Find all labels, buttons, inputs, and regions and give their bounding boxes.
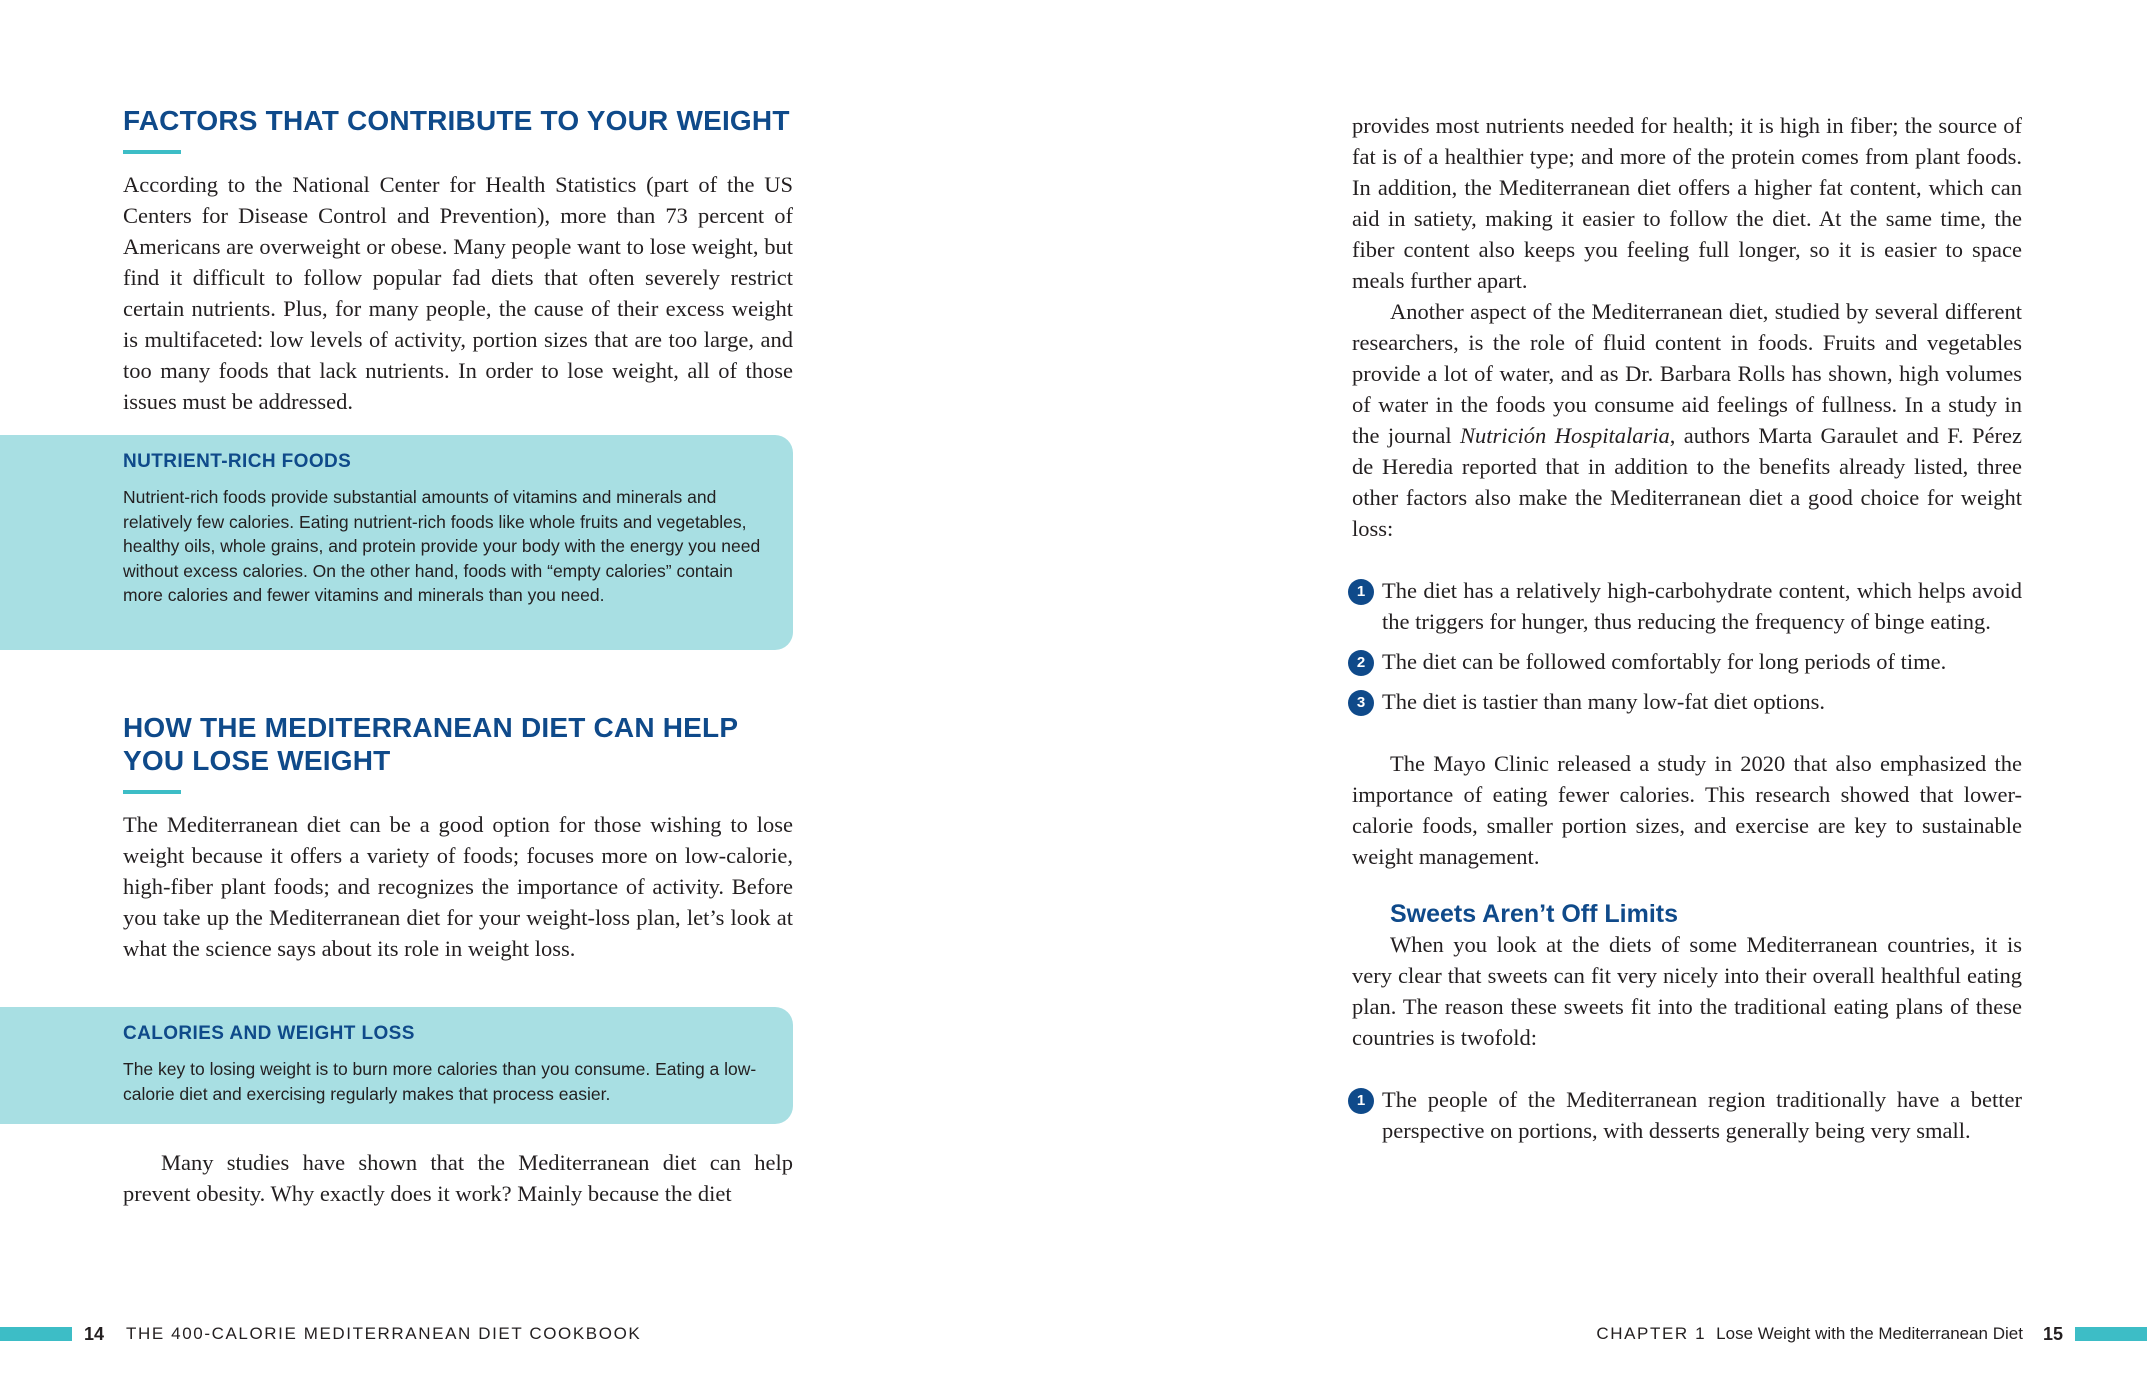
nutrients-paragraph: provides most nutrients needed for health; it is high in fiber; the source of fat is of a healthier type; and more of the protein comes from plant foods. In addition, the Mediterranean diet offers a higher fat content, which can aid in satiety, making it easier to follow the diet. At the same time, the fiber content also keeps you feeling full longer, so it is easier to space meals further apart.: [1352, 113, 2022, 293]
callout-heading: NUTRIENT-RICH FOODS: [123, 451, 352, 472]
section-heading-factors: FACTORS THAT CONTRIBUTE TO YOUR WEIGHT: [123, 105, 790, 136]
page-number: 14: [84, 1324, 105, 1344]
number-badge: 3: [1348, 690, 1374, 716]
footer-accent-bar: [0, 1327, 72, 1341]
weight-loss-factors-list: [1352, 575, 2022, 717]
heading-accent-rule: [123, 150, 181, 154]
right-page-footer: [1596, 1321, 2147, 1347]
list-item-text: The diet can be followed comfortably for long periods of time.: [1382, 649, 1947, 674]
footer-accent-bar: [2075, 1327, 2147, 1341]
closing-section: [123, 1147, 793, 1209]
section-heading-mediterranean: HOW THE MEDITERRANEAN DIET CAN HELP YOU LOSE WEIGHT: [123, 712, 738, 776]
number-badge: 1: [1348, 579, 1374, 605]
chapter-label: CHAPTER 1: [1596, 1324, 1707, 1343]
list-item-text: The diet has a relatively high-carbohydrate content, which helps avoid the triggers for hunger, thus reducing the frequency of binge eating.: [1382, 578, 2022, 634]
page-number: 15: [2042, 1324, 2063, 1344]
list-item-text: The diet is tastier than many low-fat diet options.: [1382, 689, 1826, 714]
list-item: [1352, 686, 2022, 717]
mayo-clinic-paragraph: The Mayo Clinic released a study in 2020 that also emphasized the importance of eating fewer calories. This research showed that lower-calorie foods, smaller portion sizes, and exercise are key to sustainable weight management.: [1352, 751, 2022, 869]
list-item: [1352, 646, 2022, 677]
list-item: [1352, 575, 2022, 637]
list-item-text: The people of the Mediterranean region traditionally have a better perspective on portions, with desserts generally being very small.: [1382, 1087, 2022, 1143]
fluid-content-paragraph: [1352, 296, 2022, 544]
sweets-reasons-list: [1352, 1084, 2022, 1146]
number-badge: 2: [1348, 650, 1374, 676]
closing-paragraph: Many studies have shown that the Mediterranean diet can help prevent obesity. Why exactly does it work? Mainly because the diet: [123, 1150, 793, 1206]
book-title: THE 400-CALORIE MEDITERRANEAN DIET COOKBOOK: [126, 1324, 642, 1343]
heading-accent-rule: [123, 790, 181, 794]
paragraph-text: , authors Marta Garaulet and F. Pérez de Heredia reported that in addition to the benefits already listed, three other factors also make the Mediterranean diet a good choice for weight loss:: [1352, 423, 2022, 541]
mediterranean-paragraph: The Mediterranean diet can be a good option for those wishing to lose weight because it offers a variety of foods; focuses more on low-calorie, high-fiber plant foods; and recognizes the importance of activity. Before you take up the Mediterranean diet for your weight-loss plan, let’s look at what the science says about its role in weight loss.: [123, 812, 793, 961]
mediterranean-section: [123, 711, 793, 964]
sweets-paragraph: When you look at the diets of some Mediterranean countries, it is very clear that sweets can fit very nicely into their overall healthful eating plan. The reason these sweets fit into the traditional eating plans of these countries is twofold:: [1352, 932, 2022, 1050]
right-page-column: [1352, 110, 2022, 1146]
factors-paragraph: According to the National Center for Health Statistics (part of the US Centers for Disease Control and Prevention), more than 73 percent of Americans are overweight or obese. Many people want to lose weight, but find it difficult to follow popular fad diets that often severely restrict certain nutrients. Plus, for many people, the cause of their excess weight is multifaceted: low levels of activity, portion sizes that are too large, and too many foods that lack nutrients. In order to lose weight, all of those issues must be addressed.: [123, 172, 793, 414]
list-item: [1352, 1084, 2022, 1146]
callout-text: The key to losing weight is to burn more calories than you consume. Eating a low-calorie diet and exercising regularly makes that process easier.: [123, 1059, 757, 1104]
left-page-footer: [0, 1321, 641, 1347]
journal-title: Nutrición Hospitalaria: [1460, 423, 1670, 448]
callout-nutrient-rich-foods: [0, 435, 793, 650]
callout-heading: CALORIES AND WEIGHT LOSS: [123, 1023, 415, 1044]
callout-calories-weight-loss: [0, 1007, 793, 1124]
callout-text: Nutrient-rich foods provide substantial amounts of vitamins and minerals and relatively few calories. Eating nutrient-rich foods like whole fruits and vegetables, healthy oils, whole grains, and protein provide your body with the energy you need without excess calories. On the other hand, foods with “empty calories” contain more calories and fewer vitamins and minerals than you need.: [123, 487, 761, 605]
left-page-column: [123, 104, 793, 417]
chapter-title: Lose Weight with the Mediterranean Diet: [1716, 1324, 2023, 1343]
number-badge: 1: [1348, 1088, 1374, 1114]
subheading-sweets: Sweets Aren’t Off Limits: [1390, 900, 1679, 928]
paragraph-text: Another aspect of the Mediterranean diet, studied by several different researchers, is the role of fluid content in foods. Fruits and vegetables provide a lot of water, and as Dr. Barbara Rolls has shown, high volumes of water in the foods you consume aid feelings of fullness. In a study in the journal: [1352, 299, 2022, 448]
